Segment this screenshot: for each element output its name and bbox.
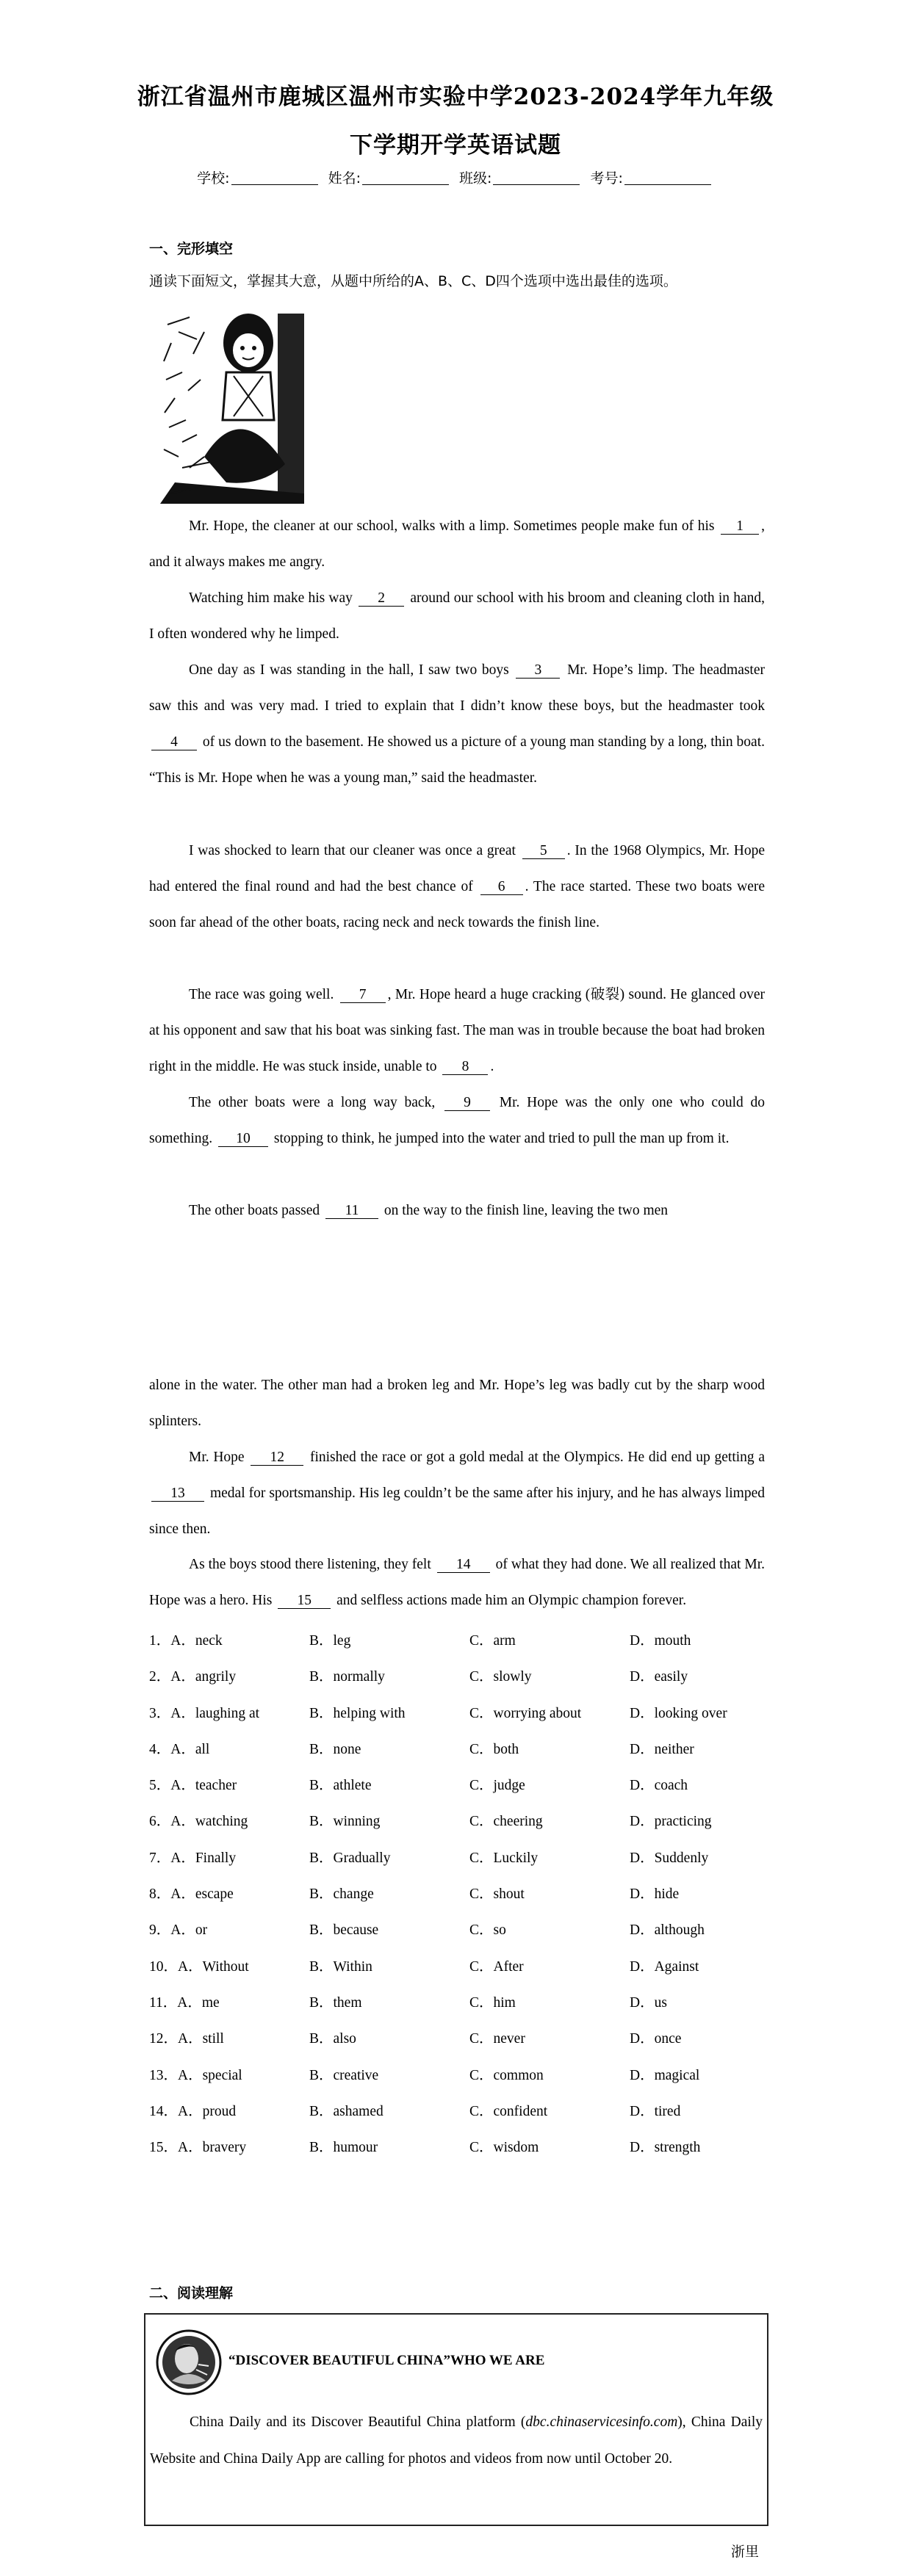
option-d[interactable]: D．once — [630, 2031, 682, 2047]
p4-text-a: I was shocked to learn that our cleaner was once a great — [189, 843, 516, 858]
option-b[interactable]: B．normally — [309, 1669, 385, 1685]
passage-paragraph-1 — [149, 508, 765, 580]
name-field-line — [362, 171, 449, 185]
option-c[interactable]: C．never — [469, 2031, 525, 2047]
exam-title-line1: 浙江省温州市鹿城区温州市实验中学2023-2024学年九年级 — [137, 84, 774, 110]
p8-text-b: finished the race or got a gold medal at the Olympics. He did end up getting a — [309, 1450, 766, 1465]
passage-paragraph-4 — [149, 833, 765, 941]
option-b[interactable]: B．humour — [309, 2140, 378, 2156]
blank-6: 6 — [480, 880, 523, 895]
option-c[interactable]: C．judge — [469, 1778, 525, 1794]
option-a[interactable]: 14．A．proud — [149, 2103, 237, 2119]
option-b[interactable]: B．winning — [309, 1814, 381, 1830]
question-3-options — [149, 1701, 781, 1737]
passage-paragraph-3 — [149, 652, 765, 796]
section1-instruction: 通读下面短文，掌握其大意，从题中所给的A、B、C、D四个选项中选出最佳的选项。 — [149, 273, 677, 289]
question-13-options — [149, 2063, 781, 2099]
option-b[interactable]: B．athlete — [309, 1778, 372, 1794]
p7-text-a: The other boats passed — [189, 1203, 320, 1218]
boy-sketch-illustration — [160, 310, 304, 504]
passage-paragraph-6 — [149, 1085, 765, 1157]
p9-text-a: As the boys stood there listening, they felt — [189, 1557, 431, 1572]
option-c[interactable]: C．arm — [469, 1633, 516, 1649]
blank-9: 9 — [444, 1096, 490, 1111]
p6-text-b: Mr. Hope was the only one who could do something. — [149, 1095, 766, 1146]
p4-text-c: . The race started. These two boats were soon far ahead of the other boats, racing neck and neck towards the finish line. — [149, 879, 766, 930]
name-field-label: 姓名: — [328, 170, 361, 187]
exam-number-field-line — [624, 171, 711, 185]
option-a[interactable]: 6．A．watching — [149, 1814, 248, 1830]
passage-paragraph-7-continued — [149, 1367, 765, 1439]
option-c[interactable]: C．worrying about — [469, 1705, 582, 1721]
question-6-options — [149, 1809, 781, 1845]
option-a[interactable]: 13．A．special — [149, 2067, 242, 2083]
page-footer: 浙里 — [731, 2544, 760, 2560]
p9-text-b: of what they had done. We all realized that Mr. Hope was a hero. His — [149, 1557, 765, 1608]
question-10-options — [149, 1955, 781, 1991]
option-a[interactable]: 10．A．Without — [149, 1958, 249, 1975]
p7-text-c: alone in the water. The other man had a broken leg and Mr. Hope’s leg was badly cut by the sharp wood splinters. — [149, 1378, 765, 1429]
option-d[interactable]: D．tired — [630, 2103, 681, 2119]
section1-heading: 一、完形填空 — [149, 241, 234, 257]
blank-13: 13 — [151, 1486, 204, 1502]
class-field-label: 班级: — [459, 170, 492, 187]
blank-5: 5 — [522, 844, 565, 859]
option-d[interactable]: D．practicing — [630, 1814, 712, 1830]
option-c[interactable]: C．shout — [469, 1886, 525, 1903]
p6-text-c: stopping to think, he jumped into the water and tried to pull the man up from it. — [273, 1131, 730, 1146]
question-2-options — [149, 1665, 781, 1701]
p5-text-b: , Mr. Hope heard a huge cracking (破裂) sound. He glanced over at his opponent and saw that his boat was sinking fast. The man was in trouble because the boat had broken right in the middle. He was stuck inside, unable to — [149, 987, 765, 1074]
option-c[interactable]: C．slowly — [469, 1669, 532, 1685]
reading-text-a: China Daily and its Discover Beautiful China platform ( — [190, 2414, 526, 2430]
question-14-options — [149, 2099, 781, 2135]
p7-text-b: on the way to the finish line, leaving the two men — [384, 1203, 669, 1218]
passage-paragraph-2 — [149, 580, 765, 652]
option-c[interactable]: C．so — [469, 1922, 506, 1939]
option-a[interactable]: 1．A．neck — [149, 1633, 223, 1649]
exam-title-line2: 下学期开学英语试题 — [350, 132, 561, 159]
platform-link[interactable]: dbc.chinaservicesinfo.com — [525, 2414, 678, 2430]
option-a[interactable]: 3．A．laughing at — [149, 1705, 260, 1721]
option-a[interactable]: 12．A．still — [149, 2031, 224, 2047]
option-c[interactable]: C．confident — [469, 2103, 548, 2119]
reading-box-text — [150, 2404, 763, 2478]
option-c[interactable]: C．him — [469, 1994, 516, 2011]
section2-heading: 二、阅读理解 — [149, 2285, 234, 2301]
reading-text-b: ), China Daily Website and China Daily App are calling for photos and videos from now until October 20. — [150, 2414, 763, 2467]
option-b[interactable]: B．Gradually — [309, 1850, 391, 1866]
option-b[interactable]: B．creative — [309, 2067, 379, 2083]
option-a[interactable]: 2．A．angrily — [149, 1669, 237, 1685]
p8-text-c: medal for sportsmanship. His leg couldn’t be the same after his injury, and he has always limped since then. — [149, 1486, 765, 1537]
p3-text-c: of us down to the basement. He showed us a picture of a young man standing by a long, thin boat. “This is Mr. Hope when he was a young man,” said the headmaster. — [149, 734, 765, 786]
blank-3: 3 — [516, 663, 560, 679]
blank-12: 12 — [251, 1450, 303, 1466]
reading-passage-box — [144, 2313, 768, 2526]
blank-7: 7 — [340, 988, 386, 1003]
passage-paragraph-8 — [149, 1439, 765, 1547]
blank-4: 4 — [151, 735, 197, 750]
exam-number-field-label: 考号: — [590, 170, 623, 187]
option-d[interactable]: D．Against — [630, 1958, 699, 1975]
p4-text-b: . In the 1968 Olympics, Mr. Hope had entered the final round and had the best chance of — [149, 843, 765, 894]
option-c[interactable]: C．common — [469, 2067, 544, 2083]
option-d[interactable]: D．although — [630, 1922, 705, 1939]
option-d[interactable]: D．mouth — [630, 1633, 691, 1649]
option-d[interactable]: D．neither — [630, 1741, 694, 1757]
question-9-options — [149, 1918, 781, 1954]
option-a[interactable]: 4．A．all — [149, 1741, 210, 1757]
option-b[interactable]: B．leg — [309, 1633, 351, 1649]
option-a[interactable]: 11．A．me — [149, 1994, 220, 2011]
question-1-options — [149, 1629, 781, 1665]
option-c[interactable]: C．wisdom — [469, 2140, 539, 2156]
option-a[interactable]: 9．A．or — [149, 1922, 208, 1939]
question-7-options — [149, 1846, 781, 1882]
blank-10: 10 — [218, 1132, 268, 1147]
option-a[interactable]: 5．A．teacher — [149, 1778, 237, 1794]
blank-8: 8 — [442, 1060, 488, 1075]
blank-11: 11 — [325, 1204, 378, 1219]
school-field-line — [231, 171, 318, 185]
blank-1: 1 — [721, 519, 759, 535]
question-15-options — [149, 2135, 781, 2171]
p1-text-a: Mr. Hope, the cleaner at our school, walks with a limp. Sometimes people make fun of his — [189, 518, 715, 534]
option-a[interactable]: 7．A．Finally — [149, 1850, 237, 1866]
option-c[interactable]: C．Luckily — [469, 1850, 539, 1866]
question-12-options — [149, 2027, 781, 2063]
option-b[interactable]: B．because — [309, 1922, 379, 1939]
option-a[interactable]: 15．A．bravery — [149, 2140, 247, 2156]
question-8-options — [149, 1882, 781, 1918]
reading-box-title: “DISCOVER BEAUTIFUL CHINA”WHO WE ARE — [228, 2353, 545, 2368]
option-d[interactable]: D．magical — [630, 2067, 700, 2083]
p2-text-b: around our school with his broom and cleaning cloth in hand, I often wondered why he limped. — [149, 590, 766, 642]
option-c[interactable]: C．both — [469, 1741, 519, 1757]
p2-text-a: Watching him make his way — [189, 590, 353, 606]
p9-text-c: and selfless actions made him an Olympic champion forever. — [336, 1593, 687, 1608]
option-d[interactable]: D．Suddenly — [630, 1850, 709, 1866]
passage-paragraph-7-start — [149, 1193, 765, 1229]
blank-2: 2 — [359, 591, 404, 607]
option-d[interactable]: D．easily — [630, 1669, 688, 1685]
student-info-fields — [0, 167, 911, 187]
p8-text-a: Mr. Hope — [189, 1450, 245, 1465]
p1-text-b: , and it always makes me angry. — [149, 518, 766, 570]
question-4-options — [149, 1737, 781, 1773]
option-d[interactable]: D．coach — [630, 1778, 688, 1794]
option-b[interactable]: B．none — [309, 1741, 361, 1757]
option-b[interactable]: B．ashamed — [309, 2103, 384, 2119]
blank-14: 14 — [437, 1557, 490, 1573]
p5-text-a: The race was going well. — [189, 987, 334, 1002]
passage-paragraph-9 — [149, 1546, 765, 1618]
question-11-options — [149, 1991, 781, 2027]
class-field-line — [493, 171, 580, 185]
p5-text-c: . — [490, 1059, 494, 1074]
discover-china-logo-icon — [156, 2329, 222, 2395]
school-field-label: 学校: — [197, 170, 230, 187]
p3-text-a: One day as I was standing in the hall, I saw two boys — [189, 662, 509, 678]
question-5-options — [149, 1773, 781, 1809]
answer-options-list — [149, 1629, 781, 2171]
option-c[interactable]: C．After — [469, 1958, 524, 1975]
option-d[interactable]: D．strength — [630, 2140, 701, 2156]
p6-text-a: The other boats were a long way back, — [189, 1095, 436, 1110]
option-d[interactable]: D．us — [630, 1994, 667, 2011]
blank-15: 15 — [278, 1593, 331, 1609]
option-b[interactable]: B．also — [309, 2031, 356, 2047]
passage-paragraph-5 — [149, 977, 765, 1085]
p3-text-b: Mr. Hope’s limp. The headmaster saw this and was very mad. I tried to explain that I didn’t know these boys, but the headmaster took — [149, 662, 765, 714]
option-d[interactable]: D．hide — [630, 1886, 680, 1903]
option-b[interactable]: B．them — [309, 1994, 362, 2011]
option-b[interactable]: B．change — [309, 1886, 374, 1903]
option-a[interactable]: 8．A．escape — [149, 1886, 234, 1903]
option-b[interactable]: B．Within — [309, 1958, 372, 1975]
option-c[interactable]: C．cheering — [469, 1814, 543, 1830]
option-d[interactable]: D．looking over — [630, 1705, 727, 1721]
option-b[interactable]: B．helping with — [309, 1705, 406, 1721]
